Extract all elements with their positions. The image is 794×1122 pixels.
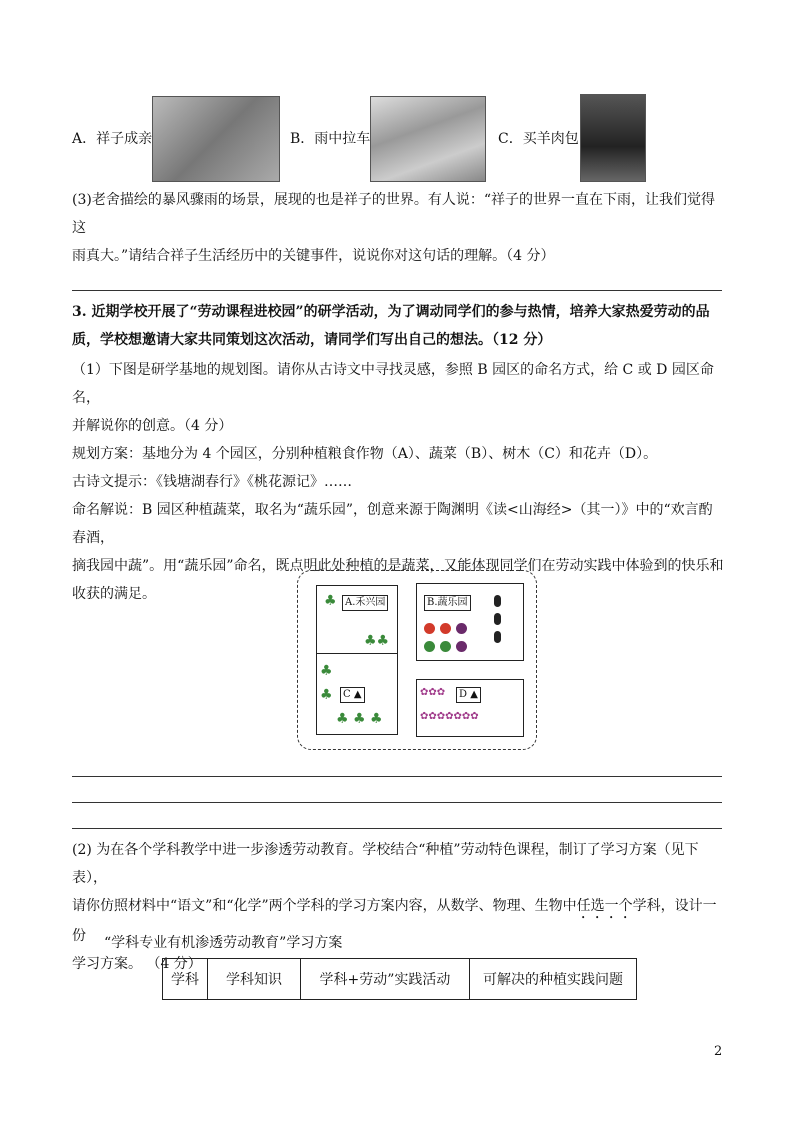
option-b: B．雨中拉车 xyxy=(290,131,371,147)
sub-question-1: （1）下图是研学基地的规划图。请你从古诗文中寻找灵感，参照 B 园区的命名方式，给 C 或 D 园区命名， 并解说你的创意。（4 分） 规划方案：基地分为 4 个园区，分别种植粮食作物（A）、蔬菜（B）、树木（C）和花卉（D）。 古诗文提示：《钱塘湖春行》《桃花源记》…… 命名解说：B 园区种植蔬菜，取名为“蔬乐园”，创意来源于陶渊明《读<山海经>（其一）》中的“欢言酌春酒， 摘我园中蔬”。用“蔬乐园”命名，既点明此处种植的是蔬菜，又能体现同学们在劳动实践中体验到的快乐和 收获的满足。 xyxy=(72,362,724,602)
table-header-row xyxy=(163,959,637,1000)
zone-c-label: C ▲ xyxy=(340,687,365,703)
eggplant-column xyxy=(494,595,502,651)
plant-icon: ♣♣ xyxy=(364,633,390,649)
page-number: 2 xyxy=(714,1044,723,1059)
vegetable-icon xyxy=(424,623,435,634)
vegetable-icon xyxy=(456,623,467,634)
option-a-image xyxy=(152,96,280,182)
garden-plan-diagram xyxy=(297,570,537,750)
answer-line xyxy=(72,802,722,803)
plant-icon: ♣ xyxy=(324,593,337,609)
question-3: 3. 近期学校开展了“劳动课程进校园”的研学活动，为了调动同学们的参与热情，培养大家热爱劳动的品 质，学校想邀请大家共同策划这次活动，请同学们写出自己的想法。（12 分） xyxy=(72,304,710,348)
vegetable-icon xyxy=(456,641,467,652)
option-c-image xyxy=(580,94,646,182)
table-header: 学科知识 xyxy=(208,959,301,1000)
table-header: 学科 xyxy=(163,959,208,1000)
zone-d-label: D ▲ xyxy=(456,687,481,703)
option-a: A．祥子成亲 xyxy=(72,131,153,147)
question-3-3: (3)老舍描绘的暴风骤雨的场景，展现的也是祥子的世界。有人说：“祥子的世界一直在下雨，让我们觉得这 雨真大。”请结合祥子生活经历中的关键事件，说说你对这句话的理解。（4 分） xyxy=(72,192,715,264)
tree-icon: ♣ ♣ ♣ xyxy=(336,711,383,727)
option-c: C．买羊肉包 xyxy=(498,131,579,147)
sub-question-2: (2) 为在各个学科教学中进一步渗透劳动教育。学校结合“种植”劳动特色课程，制订了学习方案（见下表）， 请你仿照材料中“语文”和“化学”两个学科的学习方案内容，从数学、物理、生物中任选一个学科，设计一份 学习方案。 （4 分） xyxy=(72,842,717,972)
flower-icon: ✿✿✿ xyxy=(420,687,446,698)
answer-line xyxy=(72,290,722,291)
table-caption: “学科专业有机渗透劳动教育”学习方案 xyxy=(104,935,343,951)
tree-icon: ♣ ♣ xyxy=(320,663,333,703)
vegetable-icon xyxy=(440,641,451,652)
study-plan-table xyxy=(162,958,637,1000)
table-header: 学科+劳动”实践活动 xyxy=(301,959,470,1000)
answer-line xyxy=(72,828,722,829)
table-header: 可解决的种植实践问题 xyxy=(470,959,637,1000)
zone-b-label: B.蔬乐园 xyxy=(424,595,471,611)
vegetable-icon xyxy=(440,623,451,634)
vegetable-icon xyxy=(424,641,435,652)
flower-icon: ✿✿✿✿✿✿✿ xyxy=(420,711,479,722)
zone-a-label: A.禾兴园 xyxy=(342,595,388,611)
option-b-image xyxy=(370,96,486,182)
answer-line xyxy=(72,776,722,777)
